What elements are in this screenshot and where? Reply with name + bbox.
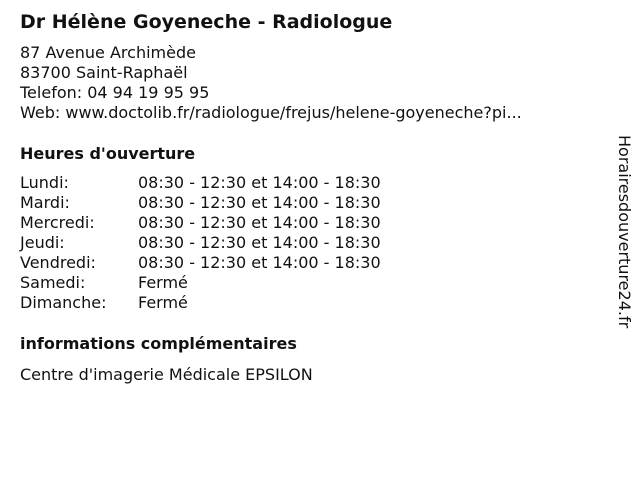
hours-row-friday <box>20 253 381 273</box>
hours-value: 08:30 - 12:30 et 14:00 - 18:30 <box>138 193 381 212</box>
hours-value: Fermé <box>138 293 188 312</box>
hours-value: 08:30 - 12:30 et 14:00 - 18:30 <box>138 233 381 252</box>
hours-row-thursday <box>20 233 381 253</box>
hours-row-wednesday <box>20 213 381 233</box>
day-label: Vendredi: <box>20 253 96 272</box>
hours-row-tuesday <box>20 193 381 213</box>
day-label: Dimanche: <box>20 293 107 312</box>
opening-hours-table <box>20 173 381 313</box>
day-label: Mercredi: <box>20 213 95 232</box>
hours-row-sunday <box>20 293 381 313</box>
additional-info-heading: informations complémentaires <box>20 334 297 353</box>
hours-value: 08:30 - 12:30 et 14:00 - 18:30 <box>138 173 381 192</box>
opening-hours-heading: Heures d'ouverture <box>20 144 196 163</box>
hours-value: Fermé <box>138 273 188 292</box>
hours-row-saturday <box>20 273 381 293</box>
website-link[interactable]: Web: www.doctolib.fr/radiologue/frejus/helene-goyeneche?pi... <box>20 103 522 122</box>
street-address: 87 Avenue Archimède <box>20 43 196 62</box>
hours-value: 08:30 - 12:30 et 14:00 - 18:30 <box>138 253 381 272</box>
day-label: Jeudi: <box>20 233 65 252</box>
page-title: Dr Hélène Goyeneche - Radiologue <box>20 11 393 33</box>
city-address: 83700 Saint-Raphaël <box>20 63 188 82</box>
hours-row-monday <box>20 173 381 193</box>
day-label: Mardi: <box>20 193 70 212</box>
additional-info-text: Centre d'imagerie Médicale EPSILON <box>20 365 313 384</box>
hours-value: 08:30 - 12:30 et 14:00 - 18:30 <box>138 213 381 232</box>
site-brand-vertical: Horairesdouverture24.fr <box>615 135 634 329</box>
address-block <box>20 43 522 123</box>
phone-number[interactable]: Telefon: 04 94 19 95 95 <box>20 83 210 102</box>
day-label: Lundi: <box>20 173 69 192</box>
day-label: Samedi: <box>20 273 86 292</box>
